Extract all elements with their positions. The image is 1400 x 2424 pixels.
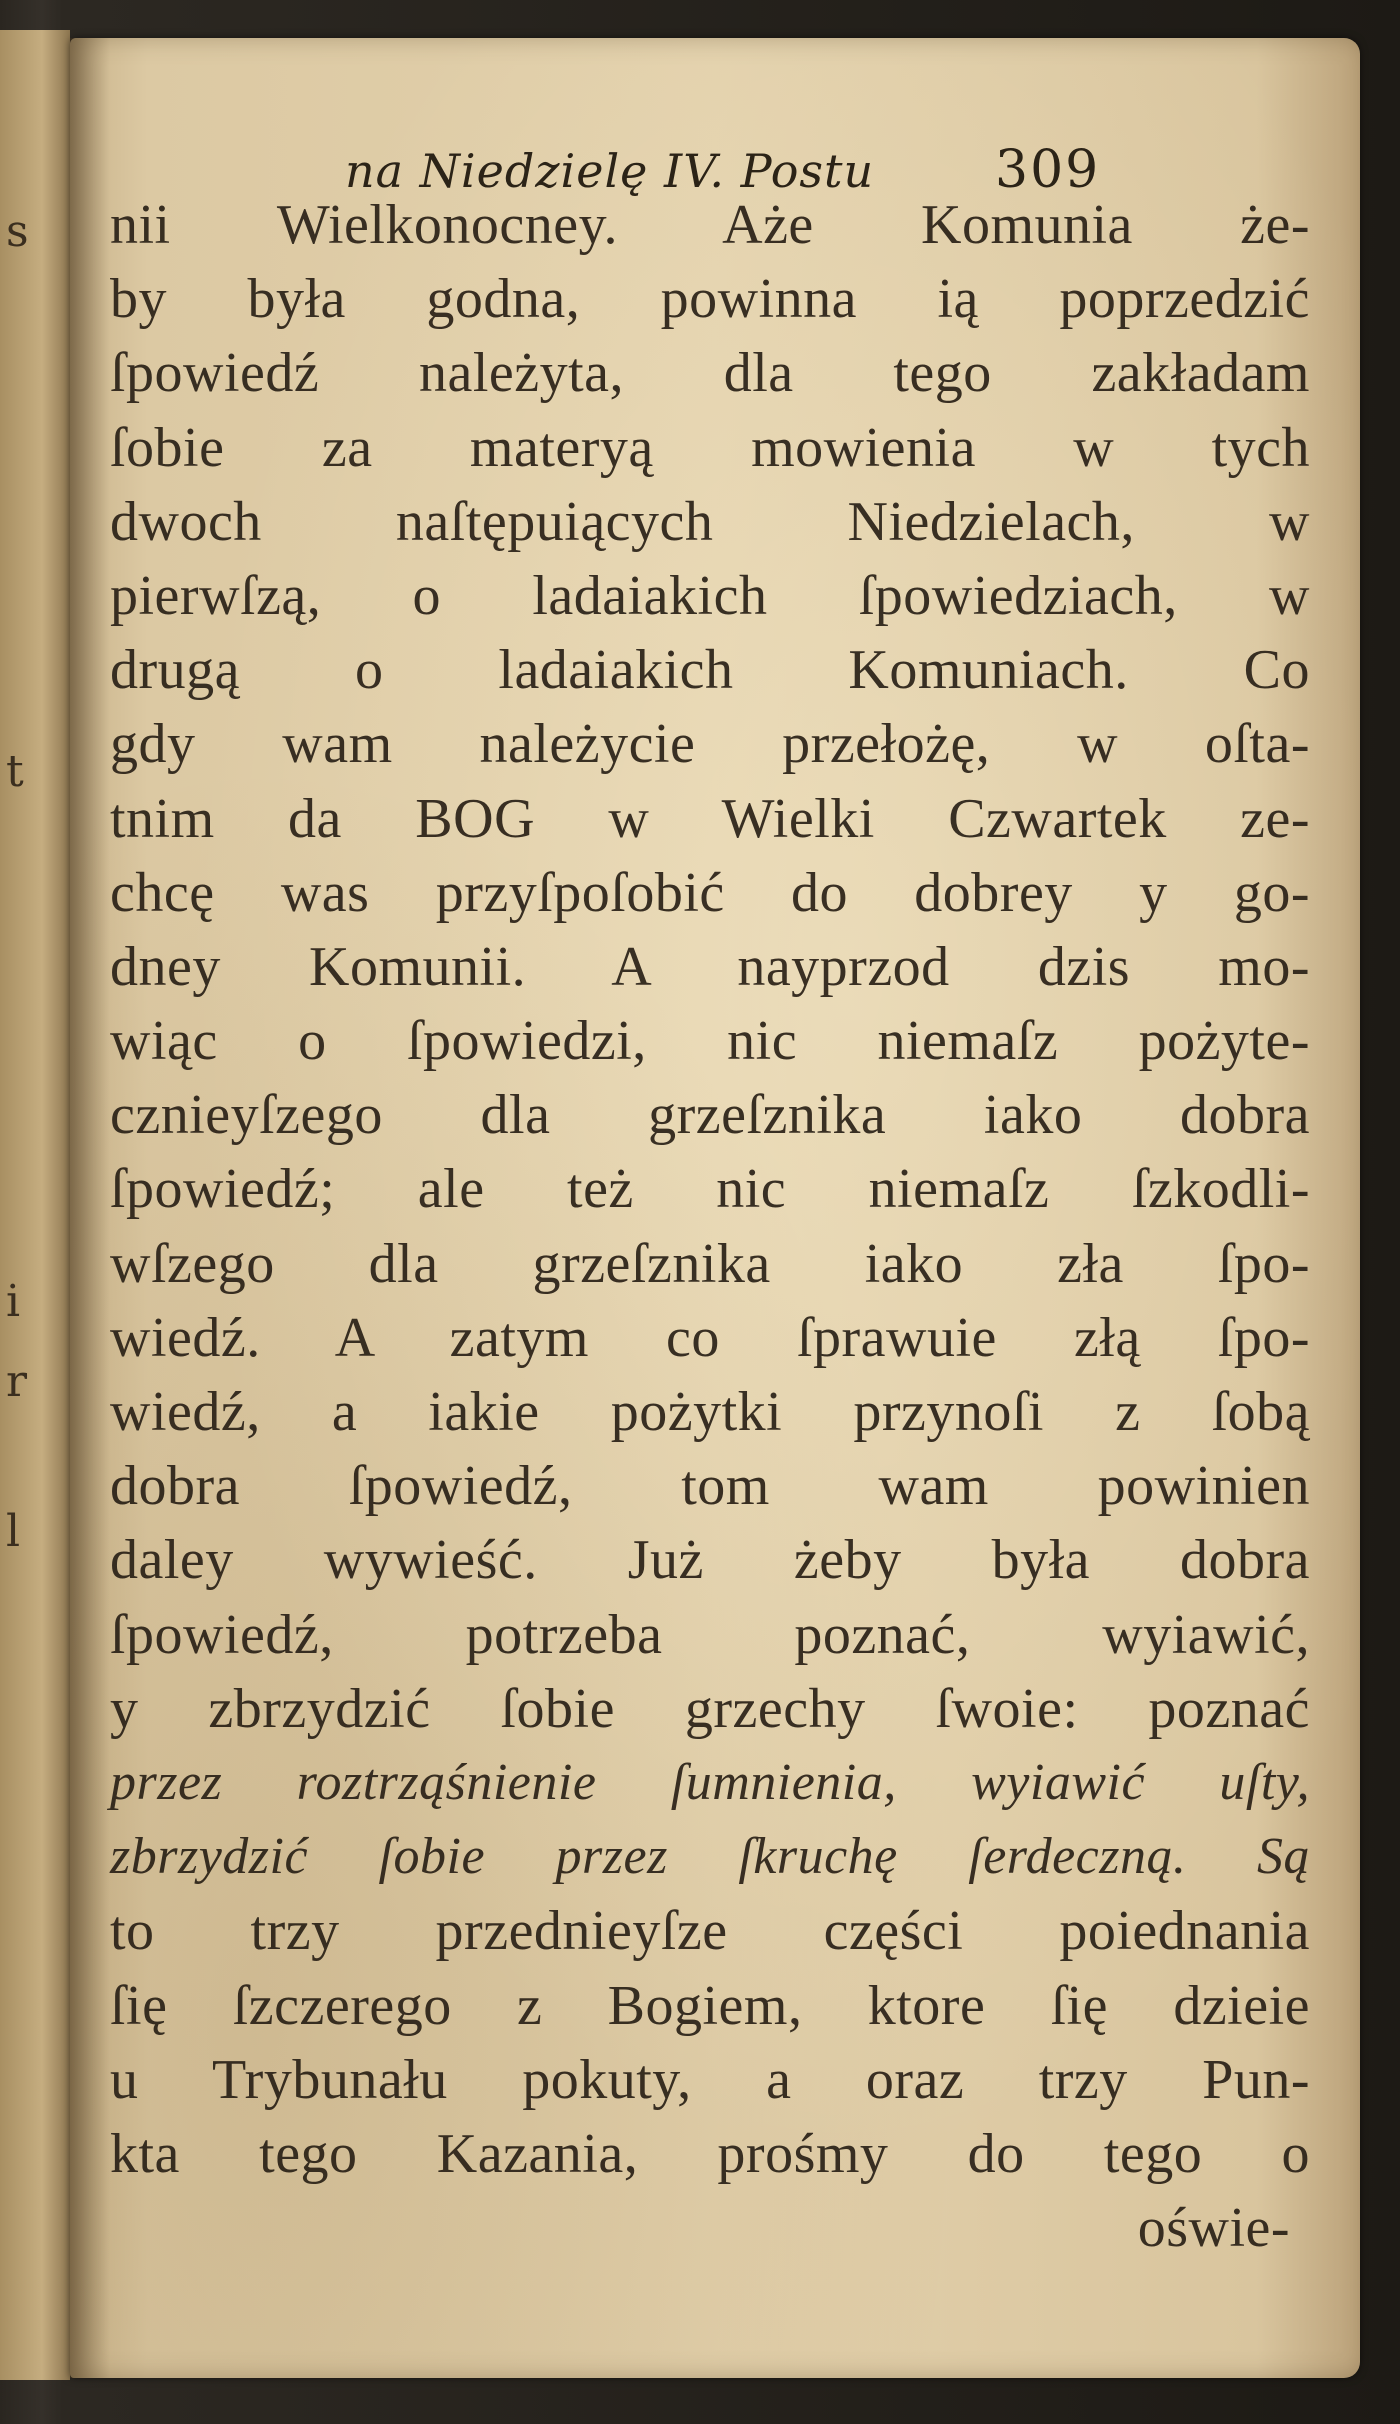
previous-page-fragment: t: [6, 746, 24, 797]
text-line: to trzy przednieyſze części poiednania: [110, 1900, 1310, 1963]
previous-page-fragment: l: [6, 1506, 21, 1557]
page-number: 309: [995, 140, 1101, 200]
text-line: dobra ſpowiedź, tom wam powinien: [110, 1455, 1310, 1518]
text-line: drugą o ladaiakich Komuniach. Co: [110, 639, 1310, 702]
text-line: by była godna, powinna ią poprzedzić: [110, 268, 1310, 331]
text-line: daley wywieść. Już żeby była dobra: [110, 1529, 1310, 1592]
text-line: dwoch naſtępuiących Niedzielach, w: [110, 490, 1310, 553]
text-line: pierwſzą, o ladaiakich ſpowiedziach, w: [110, 564, 1310, 627]
text-line: ſpowiedź, potrzeba poznać, wyiawić,: [110, 1603, 1310, 1666]
catchword: oświe-: [1137, 2197, 1290, 2260]
body-text: [110, 188, 1310, 2265]
text-line: gdy wam należycie przełożę, w oſta-: [110, 713, 1310, 776]
text-line: y zbrzydzić ſobie grzechy ſwoie: poznać: [110, 1677, 1310, 1740]
text-line: nii Wielkonocney. Aże Komunia że-: [110, 194, 1310, 256]
text-line: wiąc o ſpowiedzi, nic niemaſz pożyte-: [110, 1010, 1310, 1073]
text-line: dney Komunii. A nayprzod dzis mo-: [110, 935, 1310, 998]
text-line: kta tego Kazania, prośmy do tego o: [110, 2122, 1310, 2185]
text-line: ſobie za materyą mowienia w tych: [110, 416, 1310, 479]
text-line: chcę was przyſpoſobić do dobrey y go-: [110, 861, 1310, 924]
text-line-italic: zbrzydzić ſobie przez ſkruchę ſerdeczną. Są: [110, 1828, 1310, 1886]
gutter-shadow: [70, 38, 110, 2378]
text-line: ſpowiedź należyta, dla tego zakładam: [110, 342, 1310, 405]
text-line: ſię ſzczerego z Bogiem, ktore ſię dzieie: [110, 1974, 1310, 2037]
previous-page-edge: [0, 30, 70, 2380]
previous-page-fragment: i: [6, 1276, 21, 1327]
text-line: wiedź. A zatym co ſprawuie złą ſpo-: [110, 1306, 1310, 1369]
text-line: u Trybunału pokuty, a oraz trzy Pun-: [110, 2048, 1310, 2111]
text-line: wſzego dla grzeſznika iako zła ſpo-: [110, 1232, 1310, 1295]
running-head: na Niedzielę IV. Postu: [345, 144, 875, 198]
text-line: wiedź, a iakie pożytki przynoſi z ſobą: [110, 1381, 1310, 1443]
previous-page-fragment: r: [6, 1356, 28, 1407]
text-line: cznieyſzego dla grzeſznika iako dobra: [110, 1084, 1310, 1147]
text-line-italic: przez roztrząśnienie ſumnienia, wyiawić uſty,: [110, 1753, 1310, 1811]
text-line: ſpowiedź; ale też nic niemaſz ſzkodli-: [110, 1158, 1310, 1221]
text-line: tnim da BOG w Wielki Czwartek ze-: [110, 787, 1310, 850]
previous-page-fragment: s: [6, 206, 29, 257]
book-page: [70, 38, 1360, 2378]
